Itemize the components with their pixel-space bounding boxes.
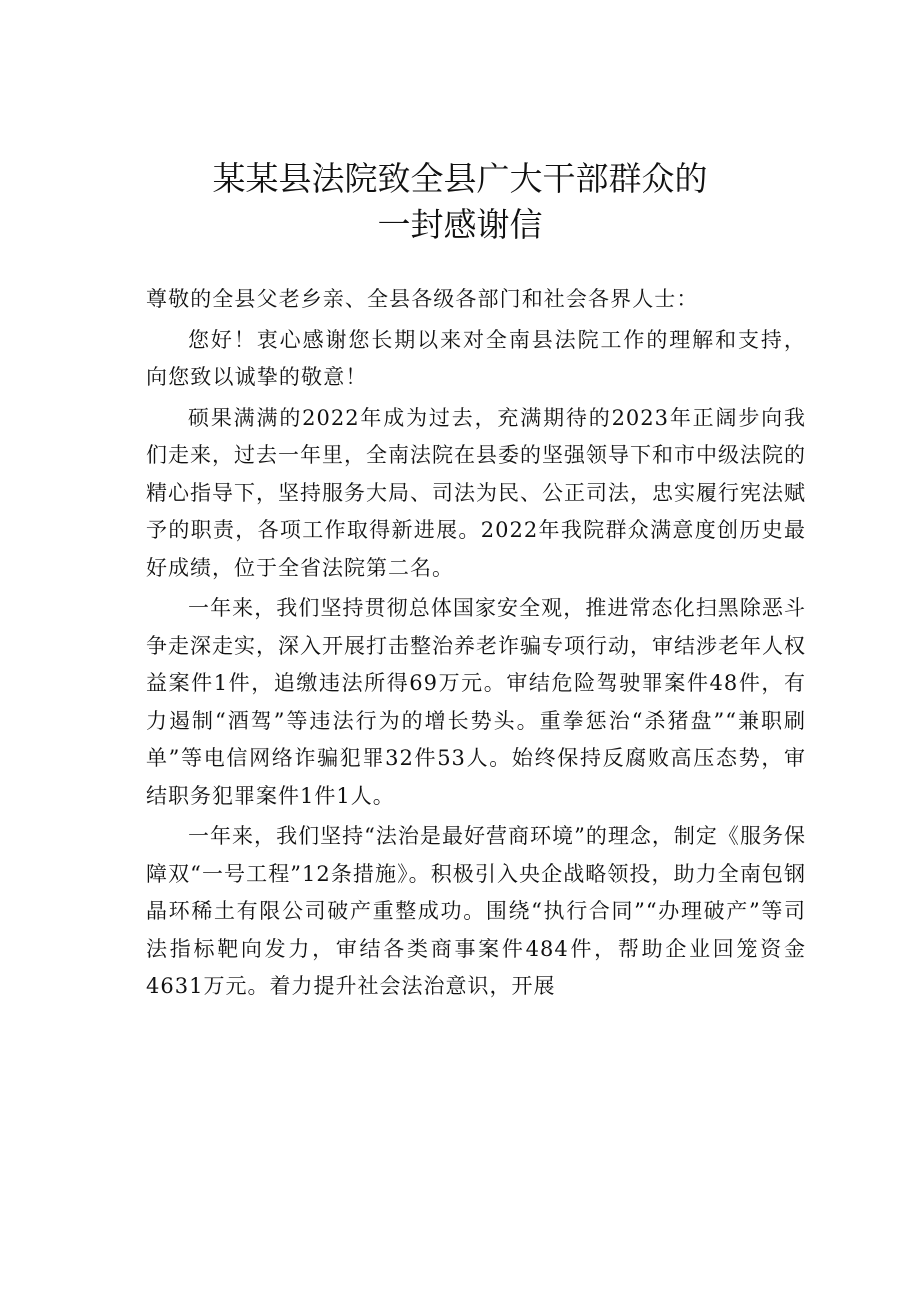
letter-body	[146, 281, 806, 1006]
letter-title	[120, 156, 800, 248]
paragraph-business-environment: 一年来，我们坚持“法治是最好营商环境”的理念，制定《服务保障双“一号工程”12条措施》。积极引入央企战略领投，助力全南包钢晶环稀土有限公司破产重整成功。围绕“执行合同”“办理破产”等司法指标靶向发力，审结各类商事案件484件，帮助企业回笼资金4631万元。着力提升社会法治意识，开展	[146, 824, 806, 998]
paragraph-greeting: 您好！衷心感谢您长期以来对全南县法院工作的理解和支持，向您致以诚挚的敬意！	[146, 327, 806, 389]
salutation: 尊敬的全县父老乡亲、全县各级各部门和社会各界人士：	[146, 287, 699, 311]
title-line-2: 一封感谢信	[377, 205, 543, 244]
paragraph-achievements: 硕果满满的2022年成为过去，充满期待的2023年正阔步向我们走来，过去一年里，全南法院在县委的坚强领导下和市中级法院的精心指导下，坚持服务大局、司法为民、公正司法，忠实履行宪法赋予的职责，各项工作取得新进展。2022年我院群众满意度创历史最好成绩，位于全省法院第二名。	[146, 405, 806, 580]
title-line-1: 某某县法院致全县广大干部群众的	[212, 159, 708, 198]
paragraph-security-justice: 一年来，我们坚持贯彻总体国家安全观，推进常态化扫黑除恶斗争走深走实，深入开展打击整治养老诈骗专项行动，审结涉老年人权益案件1件，追缴违法所得69万元。审结危险驾驶罪案件48件，有力遏制“酒驾”等违法行为的增长势头。重拳惩治“杀猪盘”“兼职刷单”等电信网络诈骗犯罪32件53人。始终保持反腐败高压态势，审结职务犯罪案件1件1人。	[146, 596, 806, 808]
